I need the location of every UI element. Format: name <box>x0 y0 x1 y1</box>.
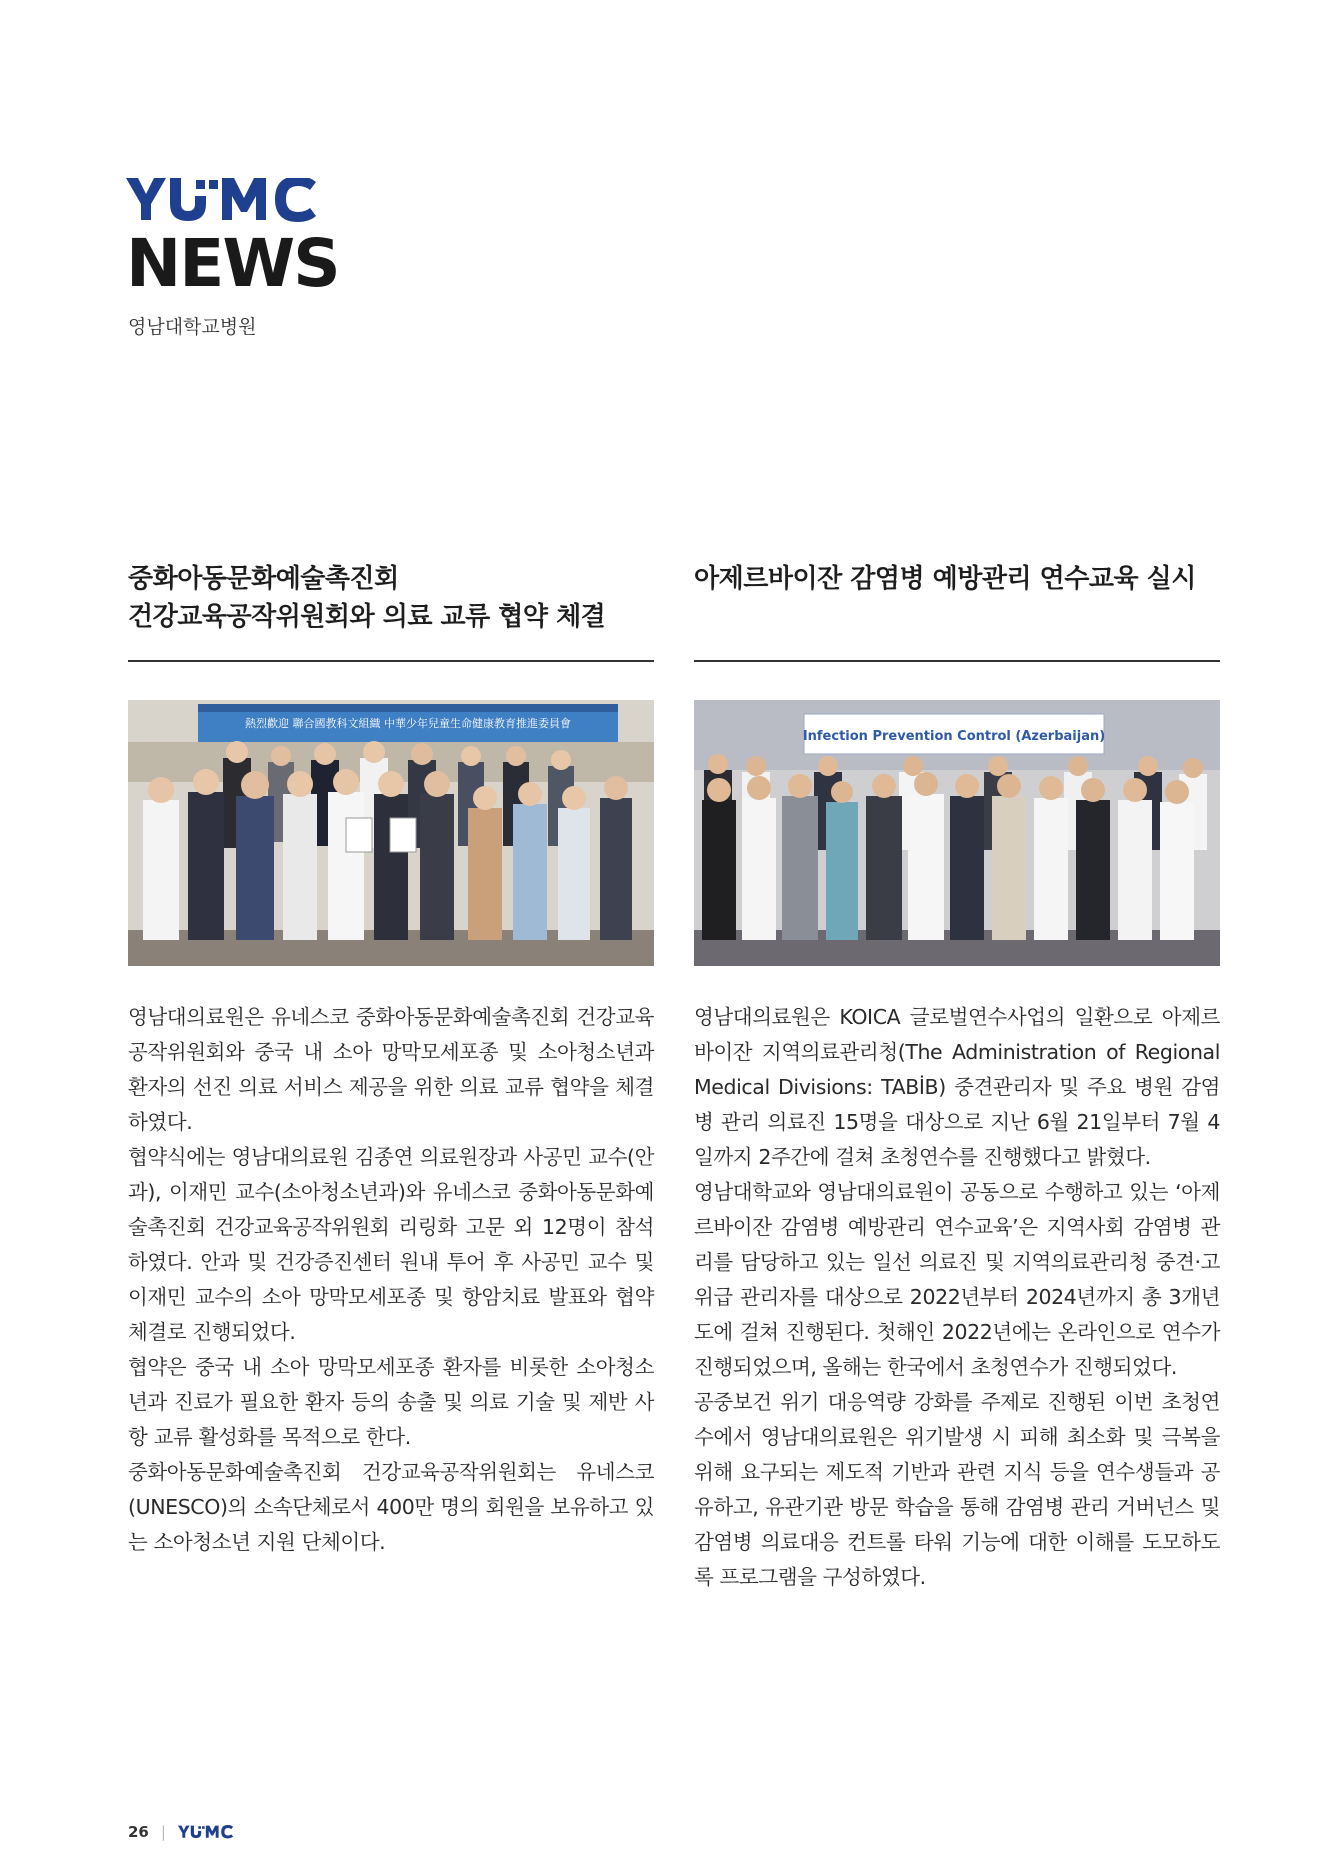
banner-text: 熱烈歡迎 聯合國教科文組織 中華少年兒童生命健康教育推進委員會 <box>245 717 571 730</box>
paragraph: 영남대학교와 영남대의료원이 공동으로 수행하고 있는 ‘아제르바이잔 감염병 예방관리 연수교육’은 지역사회 감염병 관리를 담당하고 있는 일선 의료진 및 지역의료관리청 중견·고위급 관리자를 대상으로 2022년부터 2024년까지 총 3개년도에 걸쳐 진행된다. 첫해인 2022년에는 온라인으로 연수가 진행되었으며, 올해는 한국에서 초청연수가 진행되었다. <box>694 1180 1220 1379</box>
news-title: NEWS <box>126 225 339 302</box>
article-left <box>128 560 654 1560</box>
headline-line: 건강교육공작위원회와 의료 교류 협약 체결 <box>128 602 606 632</box>
paragraph: 협약식에는 영남대의료원 김종연 의료원장과 사공민 교수(안과), 이재민 교수(소아청소년과)와 유네스코 중화아동문화예술촉진회 건강교육공작위원회 리링화 고문 외 12명이 참석하였다. 안과 및 건강증진센터 원내 투어 후 사공민 교수 및 이재민 교수의 소아 망막모세포종 및 항암치료 발표와 협약 체결로 진행되었다. <box>128 1145 654 1344</box>
group-photo-ceremony <box>128 700 654 966</box>
headline-divider <box>694 660 1220 662</box>
paragraph: 협약은 중국 내 소아 망막모세포종 환자를 비롯한 소아청소년과 진료가 필요한 환자 등의 송출 및 의료 기술 및 제반 사항 교류 활성화를 목적으로 한다. <box>128 1355 654 1449</box>
paragraph: 영남대의료원은 유네스코 중화아동문화예술촉진회 건강교육공작위원회와 중국 내 소아 망막모세포종 및 소아청소년과 환자의 선진 의료 서비스 제공을 위한 의료 교류 협약을 체결하였다. <box>128 1005 654 1134</box>
page-footer <box>128 1823 236 1841</box>
group-photo-training <box>694 700 1220 966</box>
banner-text: Infection Prevention Control (Azerbaijan) <box>802 729 1106 744</box>
paragraph: 중화아동문화예술촉진회 건강교육공작위원회는 유네스코(UNESCO)의 소속단체로서 400만 명의 회원을 보유하고 있는 소아청소년 지원 단체이다. <box>128 1460 654 1554</box>
article-left-headline <box>128 560 654 660</box>
paragraph: 영남대의료원은 KOICA 글로벌연수사업의 일환으로 아제르바이잔 지역의료관리청(The Administration of Regional Medical Divisions: TABİB) 중견관리자 및 주요 병원 감염병 관리 의료진 15명을 대상으로 지난 6월 21일부터 7월 4일까지 2주간에 걸쳐 초청연수를 진행했다고 밝혔다. <box>694 1005 1220 1169</box>
article-right <box>694 560 1220 1595</box>
headline-divider <box>128 660 654 662</box>
article-right-body <box>694 1000 1220 1595</box>
yumc-logo <box>126 178 326 222</box>
paragraph: 공중보건 위기 대응역량 강화를 주제로 진행된 이번 초청연수에서 영남대의료원은 위기발생 시 피해 최소화 및 극복을 위해 요구되는 제도적 기반과 관련 지식 등을 연수생들과 공유하고, 유관기관 방문 학습을 통해 감염병 관리 거버넌스 및 감염병 의료대응 컨트롤 타워 기능에 대한 이해를 도모하도록 프로그램을 구성하였다. <box>694 1390 1220 1589</box>
footer-separator: | <box>160 1823 166 1841</box>
article-right-photo <box>694 700 1220 966</box>
article-left-body <box>128 1000 654 1560</box>
hospital-name: 영남대학교병원 <box>128 316 257 338</box>
headline-line: 아제르바이잔 감염병 예방관리 연수교육 실시 <box>694 564 1196 594</box>
page-number: 26 <box>128 1823 149 1841</box>
footer-yumc-logo <box>178 1825 236 1839</box>
article-left-photo <box>128 700 654 966</box>
headline-line: 중화아동문화예술촉진회 <box>128 564 399 594</box>
article-right-headline <box>694 560 1220 660</box>
